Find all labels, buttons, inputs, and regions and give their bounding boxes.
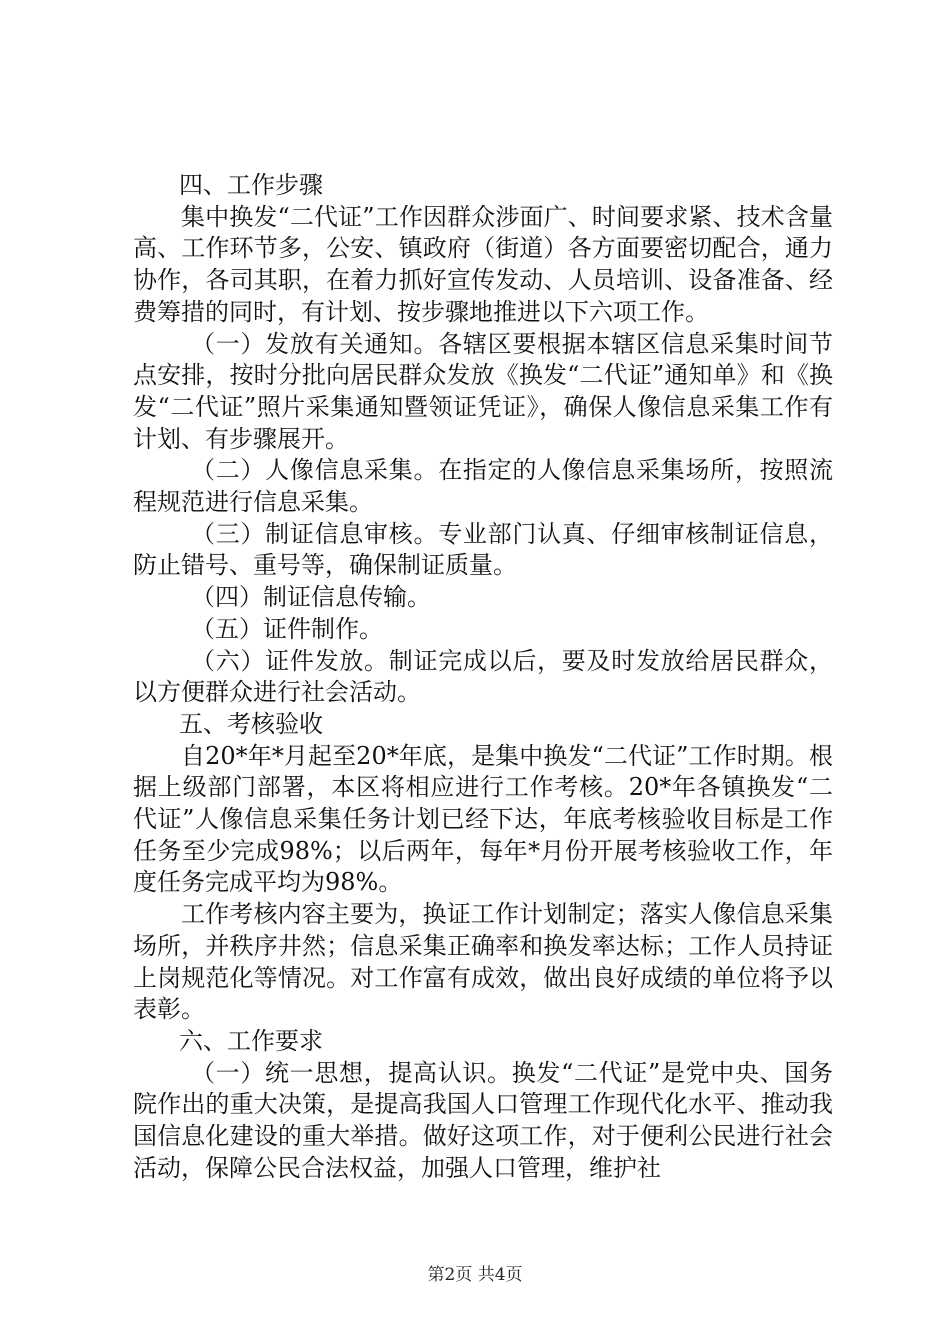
step-item-6: （六）证件发放。制证完成以后，要及时发放给居民群众，以方便群众进行社会活动。	[133, 646, 833, 707]
page-footer: 第2页 共4页	[427, 1265, 523, 1285]
step-item-2: （二）人像信息采集。在指定的人像信息采集场所，按照流程规范进行信息采集。	[133, 456, 833, 517]
step-item-1: （一）发放有关通知。各辖区要根据本辖区信息采集时间节点安排，按时分批向居民群众发放《换发“二代证”通知单》和《换发“二代证”照片采集通知暨领证凭证》，确保人像信息采集工作有计划、有步骤展开。	[133, 329, 833, 453]
section-heading-steps: 四、工作步骤	[179, 171, 323, 199]
step-item-3: （三）制证信息审核。专业部门认真、仔细审核制证信息，防止错号、重号等，确保制证质量。	[133, 519, 833, 580]
paragraph-assessment-period: 自20*年*月起至20*年底，是集中换发“二代证”工作时期。根据上级部门部署，本区将相应进行工作考核。20*年各镇换发“二代证”人像信息采集任务计划已经下达，年底考核验收目标是工作任务至少完成98%；以后两年，每年*月份开展考核验收工作，年度任务完成平均为98%。	[133, 741, 833, 897]
paragraph-assessment-content: 工作考核内容主要为，换证工作计划制定；落实人像信息采集场所，并秩序井然；信息采集正确率和换发率达标；工作人员持证上岗规范化等情况。对工作富有成效，做出良好成绩的单位将予以表彰。	[133, 900, 833, 1024]
section-heading-assessment: 五、考核验收	[179, 709, 323, 738]
section-heading-requirements: 六、工作要求	[179, 1026, 323, 1055]
paragraph-steps-intro: 集中换发“二代证”工作因群众涉面广、时间要求紧、技术含量高、工作环节多，公安、镇政府（街道）各方面要密切配合，通力协作，各司其职，在着力抓好宣传发动、人员培训、设备准备、经费筹措的同时，有计划、按步骤地推进以下六项工作。	[133, 202, 833, 326]
step-item-4: （四）制证信息传输。	[191, 583, 431, 612]
requirement-item-1: （一）统一思想，提高认识。换发“二代证”是党中央、国务院作出的重大决策，是提高我国人口管理工作现代化水平、推动我国信息化建设的重大举措。做好这项工作，对于便利公民进行社会活动，保障公民合法权益，加强人口管理，维护社	[133, 1058, 833, 1182]
document-body	[133, 170, 833, 1185]
step-item-5: （五）证件制作。	[191, 614, 383, 643]
